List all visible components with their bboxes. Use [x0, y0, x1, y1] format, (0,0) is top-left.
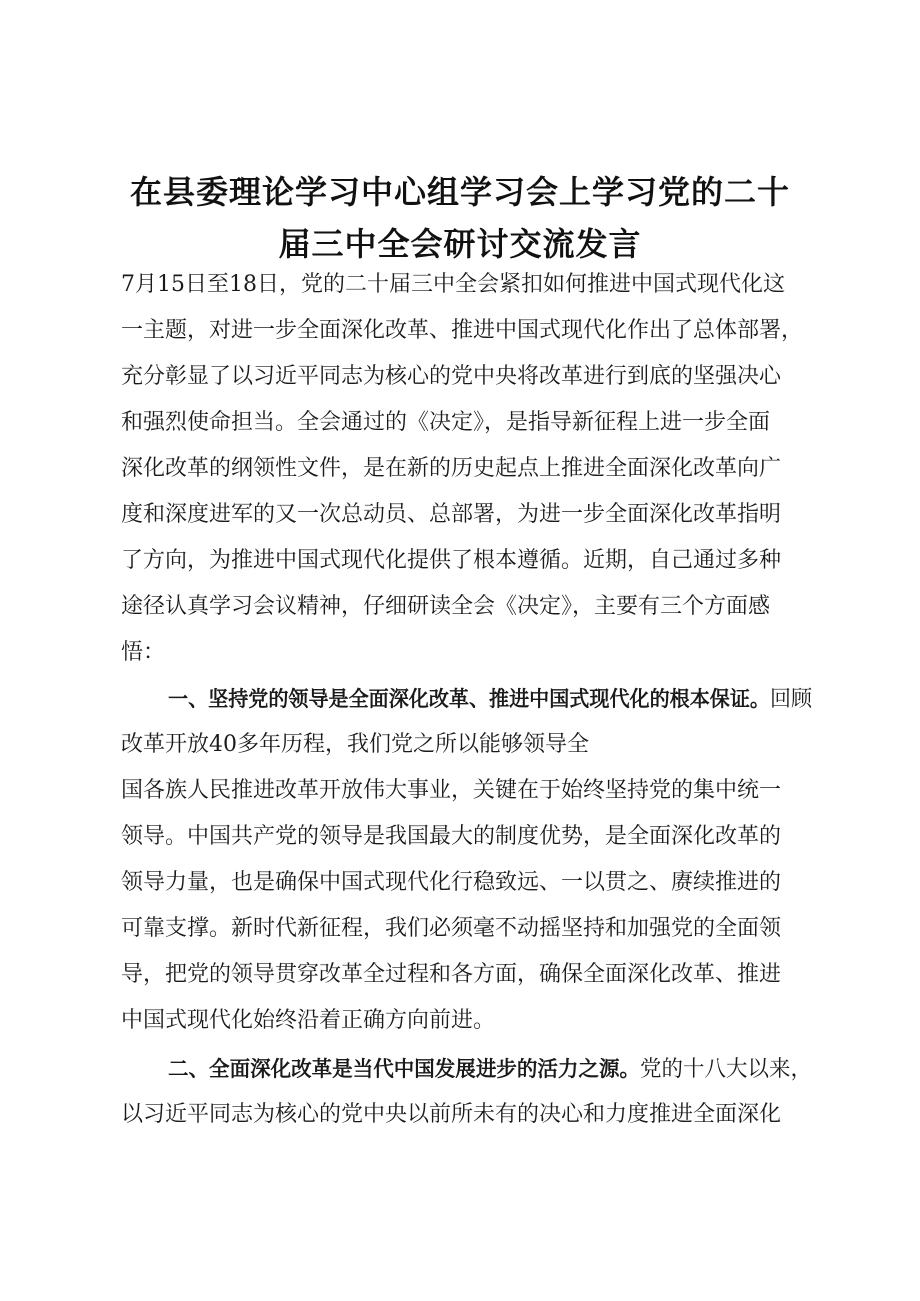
section1-line: 领导。中国共产党的领导是我国最大的制度优势，是全面深化改革的: [121, 824, 782, 849]
section2-heading-tail: 党的十八大以来，: [639, 1057, 812, 1082]
intro-line: 途径认真学习会议精神，仔细研读全会《决定》，主要有三个方面感: [121, 594, 771, 619]
section2-line: 以习近平同志为核心的党中央以前所未有的决心和力度推进全面深化: [121, 1102, 782, 1127]
section1-heading: 一、坚持党的领导是全面深化改革、推进中国式现代化的根本保证。: [168, 687, 770, 711]
intro-line: 度和深度进军的又一次总动员、总部署，为进一步全面深化改革指明: [121, 502, 782, 527]
section1-first-line: [168, 684, 812, 715]
section1-line: 导，把党的领导贯穿改革全过程和各方面，确保全面深化改革、推进: [121, 962, 782, 987]
section1-heading-tail: 回顾: [769, 687, 813, 712]
intro-line: 7月15日至18日，党的二十届三中全会紧扣如何推进中国式现代化这: [121, 272, 785, 297]
intro-line: 充分彰显了以习近平同志为核心的党中央将改革进行到底的坚强决心: [121, 364, 782, 389]
section2-first-line: [168, 1054, 812, 1085]
section1-line: 改革开放40多年历程，我们党之所以能够领导全: [121, 732, 589, 757]
document-title-line-1: 在县委理论学习中心组学习会上学习党的二十: [129, 173, 790, 211]
intro-line: 了方向，为推进中国式现代化提供了根本遵循。近期，自己通过多种: [121, 548, 782, 573]
document-title-line-2: 届三中全会研讨交流发言: [278, 225, 642, 263]
intro-line: 深化改革的纲领性文件，是在新的历史起点上推进全面深化改革向广: [121, 456, 782, 481]
section2-heading: 二、全面深化改革是当代中国发展进步的活力之源。: [168, 1057, 640, 1081]
section1-line: 领导力量，也是确保中国式现代化行稳致远、一以贯之、赓续推进的: [121, 870, 782, 895]
intro-line: 悟：: [121, 640, 166, 665]
section1-line: 可靠支撑。新时代新征程，我们必须毫不动摇坚持和加强党的全面领: [121, 916, 782, 941]
intro-line: 和强烈使命担当。全会通过的《决定》，是指导新征程上进一步全面: [121, 410, 771, 435]
section1-line: 中国式现代化始终沿着正确方向前进。: [121, 1008, 496, 1033]
intro-line: 一主题，对进一步全面深化改革、推进中国式现代化作出了总体部署，: [121, 318, 804, 343]
section1-line: 国各族人民推进改革开放伟大事业，关键在于始终坚持党的集中统一: [121, 778, 782, 803]
